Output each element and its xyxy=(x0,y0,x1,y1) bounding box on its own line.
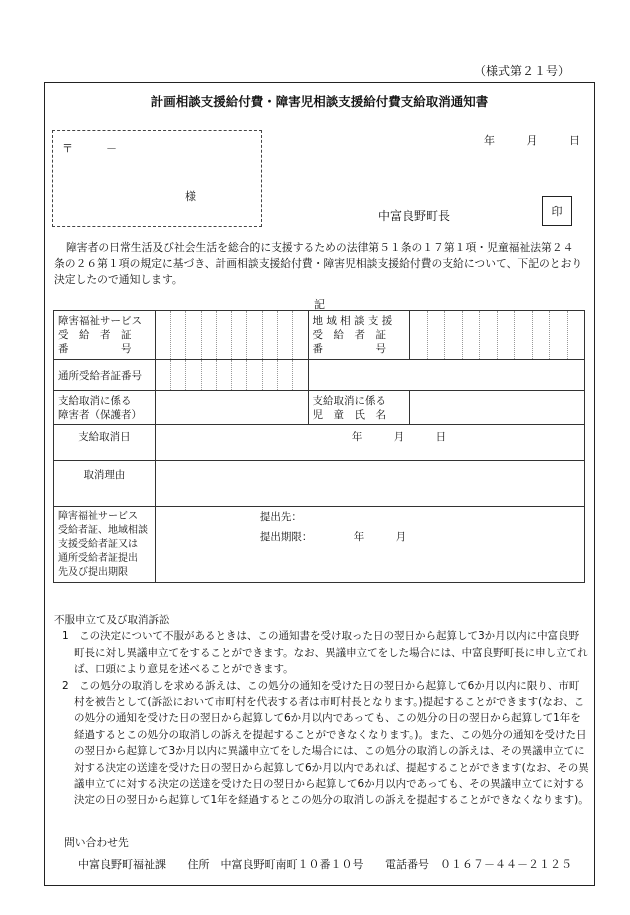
appeal-note-1: 1 この決定について不服があるときは、この通知書を受け取った日の翌日から起算して3か月以内に中富良野町長に対し異議申立てをすることができます。なお、異議申立てをした場合には、中富良野町長に申し立てれば、口頭により意見を述べることができます。 xyxy=(62,630,588,676)
submission-destination: 提出先： xyxy=(259,511,302,523)
notice-body: 障害者の日常生活及び社会生活を総合的に支援するための法律第５１条の１７第１項・児童福祉法第２４条の２６第１項の規定に基づき、計画相談支援給付費・障害児相談支援給付費の支給について、下記のとおり決定したので通知します。 xyxy=(54,241,583,286)
day-service-certificate-number-grid xyxy=(155,360,308,391)
service-certificate-label: 障害福祉サービス 受 給 者 証 番 号 xyxy=(54,311,156,360)
contact-info xyxy=(78,856,590,872)
ki-heading: 記 xyxy=(314,298,325,311)
community-certificate-label: 地 域 相 談 支 援 受 給 者 証 番 号 xyxy=(308,311,410,360)
cancel-date-day: 日 xyxy=(435,431,447,443)
cancel-date-value xyxy=(155,425,584,461)
form-number: （様式第２１号） xyxy=(473,64,570,78)
appeal-notes xyxy=(54,612,589,809)
cancel-date-year: 年 xyxy=(351,431,363,443)
document-title: 計画相談支援給付費・障害児相談支援給付費支給取消通知書 xyxy=(150,94,489,109)
submission-value xyxy=(155,507,584,583)
table-row xyxy=(54,507,585,583)
contact-phone: 電話番号 ０１６７－４４－２１２５ xyxy=(385,858,572,871)
person-label: 支給取消に係る 障害者（保護者） xyxy=(54,391,156,425)
issuer-name: 中富良野町長 xyxy=(378,209,451,223)
cancel-date-label: 支給取消日 xyxy=(54,425,156,461)
table-row xyxy=(54,461,585,507)
child-name-label: 支給取消に係る 児 童 氏 名 xyxy=(308,391,410,425)
appeal-note-2: 2 この処分の取消しを求める訴えは、この処分の通知を受けた日の翌日から起算して6か月以内に限り、市町村を被告として(訴訟において市町村を代表する者は市町村長となります。)提起することができます(なお、この処分の通知を受けた日の翌日から起算して6か月以内であっても、この処分の日の翌日から起算して1年を経過するとこの処分の取消しの訴えを提起することができなくなります。)。また、この処分の通知を受けた日の翌日から起算して3か月以内に異議申立てをした場合には、この処分の取消しの訴えは、その異議申立てに対する決定の送達を受けた日の翌日から起算して6か月以内であれば、提起することができます(なお、その異議申立てに対する決定の送達を受けた日の翌日から起算して6か月以内であっても、その異議申立てに対する決定の日の翌日から起算して1年を経過するとこの処分の取消しの訴えを提起することができなくなります)。 xyxy=(62,679,589,807)
issue-date-month: 月 xyxy=(526,134,538,147)
appeal-notes-heading: 不服申立て及び取消訴訟 xyxy=(54,614,170,626)
postal-code-label: 〒 － xyxy=(62,142,117,155)
service-certificate-number-grid xyxy=(155,311,308,360)
seal-box: 印 xyxy=(542,196,572,226)
issue-date-day: 日 xyxy=(569,134,580,147)
contact-address: 住所 中富良野町南町１０番１０号 xyxy=(187,858,364,871)
day-service-certificate-label: 通所受給者証番号 xyxy=(54,360,156,391)
details-table xyxy=(53,310,585,583)
table-row xyxy=(54,311,585,360)
contact-heading: 問い合わせ先 xyxy=(64,836,129,849)
contact-office: 中富良野町福祉課 xyxy=(78,858,166,871)
cancel-reason-label: 取消理由 xyxy=(54,461,156,507)
addressee-honorific: 様 xyxy=(185,190,196,203)
submission-deadline: 提出期限： 年 月 xyxy=(259,531,407,543)
table-row xyxy=(54,360,585,391)
child-name-value xyxy=(410,391,585,425)
table-row xyxy=(54,391,585,425)
issue-date xyxy=(456,132,580,148)
issue-date-year: 年 xyxy=(484,134,495,147)
submission-label: 障害福祉サービス 受給者証、地域相談 支援受給者証又は 通所受給者証提出 先及び提出期限 xyxy=(54,507,156,583)
empty-cell xyxy=(308,360,585,391)
person-value xyxy=(155,391,308,425)
cancel-date-month: 月 xyxy=(393,431,405,443)
cancel-reason-value xyxy=(155,461,584,507)
table-row xyxy=(54,425,585,461)
community-certificate-number-grid xyxy=(410,311,585,360)
